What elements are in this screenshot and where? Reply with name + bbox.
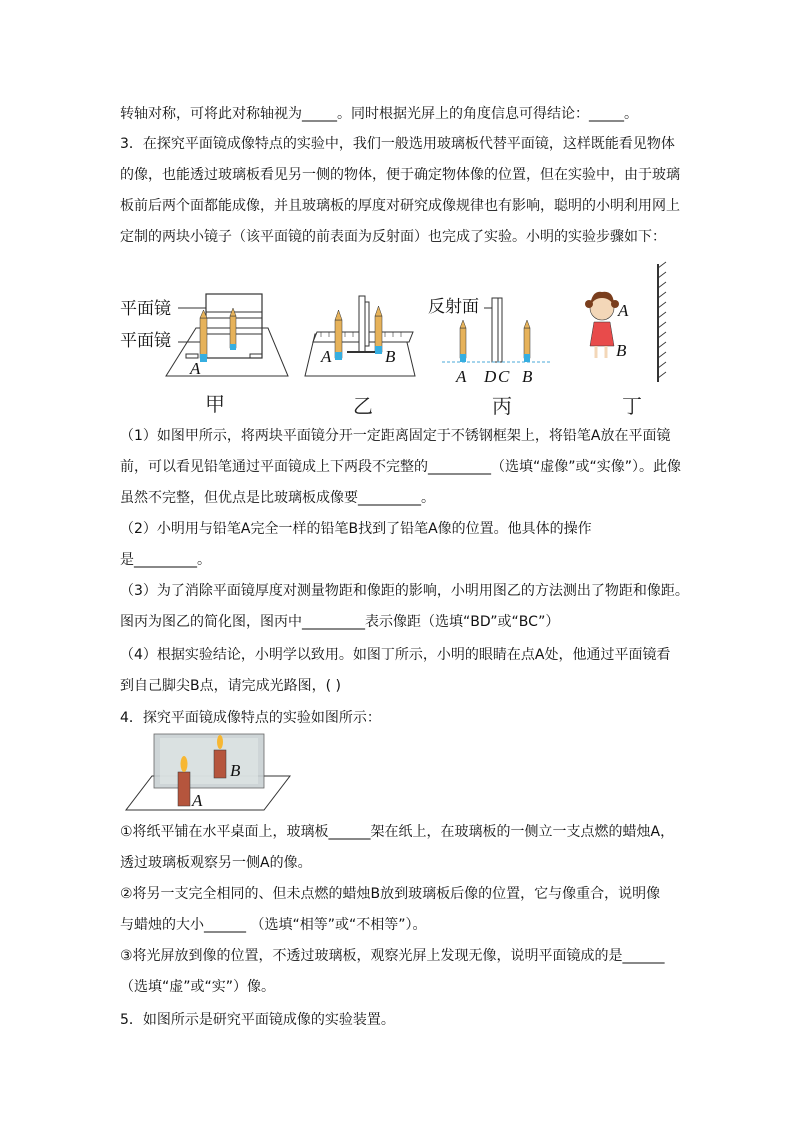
- label-b: B: [616, 341, 627, 360]
- figure-candle: [124, 732, 294, 812]
- text-line: 前，可以看见铅笔通过平面镜成上下两段不完整的_________（选填“虚像”或“实像”）。此像: [120, 459, 682, 475]
- label-point-a: A: [321, 347, 332, 366]
- text-line: 图丙为图乙的简化图，图丙中_________表示像距（选填“BD”或“BC”）: [120, 614, 560, 630]
- caption-jia: 甲: [205, 394, 225, 416]
- question-5-line: 5．如图所示是研究平面镜成像的实验装置。: [120, 1012, 395, 1028]
- item-3-line: ③将光屏放到像的位置，不透过玻璃板，观察光屏上发现无像，说明平面镜成的是______: [120, 948, 665, 964]
- text-line: 的像，也能透过玻璃板看见另一侧的物体，便于确定物体像的位置，但在实验中，由于玻璃: [120, 167, 680, 183]
- text-line: 到自己脚尖B点，请完成光路图，( ): [120, 678, 341, 694]
- text-line: 虽然不完整，但优点是比玻璃板成像要_________。: [120, 490, 435, 506]
- step-4-line: （4）根据实验结论，小明学以致用。如图丁所示，小明的眼睛在点A处，他通过平面镜看: [120, 647, 671, 663]
- label-b: B: [522, 367, 533, 386]
- step-2-line: （2）小明用与铅笔A完全一样的铅笔B找到了铅笔A像的位置。他具体的操作: [120, 521, 592, 537]
- label-point-a: A: [190, 359, 201, 378]
- label-point-b: B: [385, 347, 396, 366]
- label-c: C: [498, 367, 510, 386]
- text-line: 板前后两个面都能成像，并且玻璃板的厚度对研究成像规律也有影响，聪明的小明利用网上: [120, 198, 680, 214]
- step-1-line: （1）如图甲所示，将两块平面镜分开一定距离固定于不锈钢框架上，将铅笔A放在平面镜: [120, 428, 671, 444]
- text-line: 与蜡烛的大小______ （选填“相等”或“不相等”）。: [120, 917, 427, 933]
- caption-bing: 丙: [492, 396, 512, 418]
- label-reflect: 反射面: [428, 297, 479, 317]
- text-line: 透过玻璃板观察另一侧A的像。: [120, 855, 312, 871]
- text-line: 是_________。: [120, 552, 211, 568]
- figure-ding: [578, 262, 678, 386]
- question-4-line: 4．探究平面镜成像特点的实验如图所示：: [120, 710, 381, 726]
- figure-bing: [428, 290, 558, 390]
- label-candle-b: B: [230, 761, 241, 780]
- text-line: 定制的两块小镜子（该平面镜的前表面为反射面）也完成了实验。小明的实验步骤如下：: [120, 229, 666, 245]
- label-a: A: [456, 367, 467, 386]
- question-3-line: 3．在探究平面镜成像特点的实验中，我们一般选用玻璃板代替平面镜，这样既能看见物体: [120, 136, 675, 152]
- step-3-line: （3）为了消除平面镜厚度对测量物距和像距的影响，小明用图乙的方法测出了物距和像距。: [120, 583, 689, 599]
- label-mirror-top: 平面镜: [120, 299, 171, 319]
- figure-yi: [303, 290, 418, 390]
- label-a: A: [618, 301, 629, 320]
- item-1-line: ①将纸平铺在水平桌面上，玻璃板______架在纸上，在玻璃板的一侧立一支点燃的蜡烛A，: [120, 824, 675, 840]
- caption-ding: 丁: [622, 396, 642, 418]
- label-d: D: [484, 367, 497, 386]
- text-line: （选填“虚”或“实”）像。: [120, 979, 276, 995]
- label-candle-a: A: [192, 791, 203, 810]
- caption-yi: 乙: [353, 396, 373, 418]
- item-2-line: ②将另一支完全相同的、但未点燃的蜡烛B放到玻璃板后像的位置，它与像重合，说明像: [120, 886, 661, 902]
- label-mirror-bottom: 平面镜: [120, 331, 171, 351]
- text-line: 转轴对称，可将此对称轴视为_____。同时根据光屏上的角度信息可得结论：_____。: [120, 106, 638, 122]
